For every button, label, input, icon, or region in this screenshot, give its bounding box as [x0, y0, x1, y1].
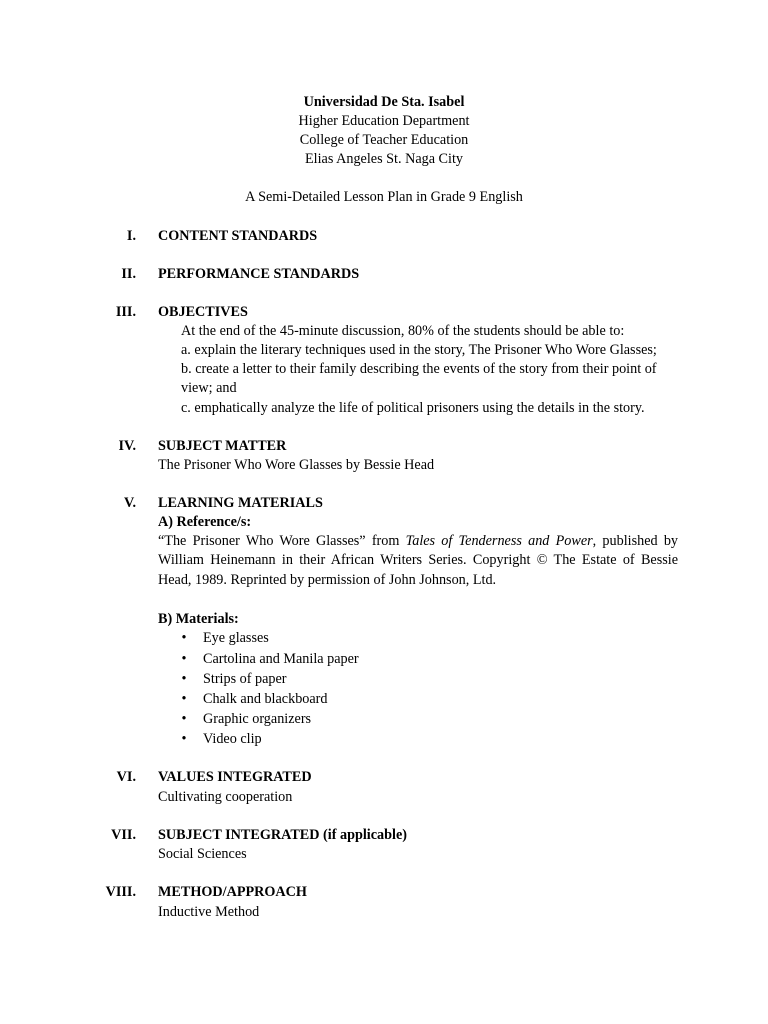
book-title: Tales of Tenderness and Power — [405, 533, 593, 549]
objective-item: b. create a letter to their family describing the events of the story from their point of view; and — [181, 361, 657, 397]
section-heading-performance-standards: PERFORMANCE STANDARDS — [158, 266, 360, 282]
bullet: • — [181, 731, 187, 747]
section-number: VI. — [116, 769, 136, 785]
address: Elias Angeles St. Naga City — [304, 151, 463, 167]
section-number: V. — [124, 495, 136, 511]
bullet: • — [181, 711, 187, 727]
section-number: IV. — [118, 438, 136, 454]
objective-item: a. explain the literary techniques used in the story, The Prisoner Who Wore Glasses; — [181, 342, 657, 358]
section-number: III. — [115, 304, 136, 320]
subject-integrated-text: Social Sciences — [158, 846, 247, 862]
section-number: VII. — [111, 827, 136, 843]
section-heading-subject-matter: SUBJECT MATTER — [158, 438, 287, 454]
section-number: VIII. — [105, 884, 136, 900]
lesson-plan-title: A Semi-Detailed Lesson Plan in Grade 9 English — [245, 189, 523, 205]
reference-label: A) Reference/s: — [158, 514, 252, 530]
reference-text: “The Prisoner Who Wore Glasses” from Tales of Tenderness and Power, published by William Heinemann in their African Writers Series. Copyright © The Estate of Bessie Head, 1989. Reprinted by permission of John Johnson, Ltd. — [158, 533, 679, 588]
section-heading-content-standards: CONTENT STANDARDS — [158, 228, 318, 244]
method-text: Inductive Method — [158, 904, 260, 920]
objective-item: c. emphatically analyze the life of political prisoners using the details in the story. — [181, 400, 645, 416]
section-heading-values-integrated: VALUES INTEGRATED — [158, 769, 312, 785]
section-number: I. — [126, 228, 136, 244]
bullet: • — [181, 671, 187, 687]
bullet: • — [181, 691, 187, 707]
values-text: Cultivating cooperation — [158, 789, 293, 805]
material-item: Chalk and blackboard — [203, 691, 328, 707]
bullet: • — [181, 651, 187, 667]
department-name: Higher Education Department — [298, 113, 470, 129]
section-number: II. — [121, 266, 136, 282]
bullet: • — [181, 630, 187, 646]
subject-matter-text: The Prisoner Who Wore Glasses by Bessie Head — [158, 457, 435, 473]
section-heading-method-approach: METHOD/APPROACH — [158, 884, 307, 900]
material-item: Cartolina and Manila paper — [203, 651, 359, 667]
material-item: Strips of paper — [203, 671, 287, 687]
university-name: Universidad De Sta. Isabel — [303, 94, 465, 110]
material-item: Video clip — [203, 731, 262, 747]
material-item: Eye glasses — [203, 630, 269, 646]
section-heading-subject-integrated: SUBJECT INTEGRATED (if applicable) — [158, 827, 407, 843]
materials-label: B) Materials: — [158, 611, 239, 627]
material-item: Graphic organizers — [203, 711, 312, 727]
section-heading-learning-materials: LEARNING MATERIALS — [158, 495, 323, 511]
objectives-intro: At the end of the 45-minute discussion, 80% of the students should be able to: — [181, 323, 625, 339]
college-name: College of Teacher Education — [299, 132, 469, 148]
section-heading-objectives: OBJECTIVES — [158, 304, 248, 320]
